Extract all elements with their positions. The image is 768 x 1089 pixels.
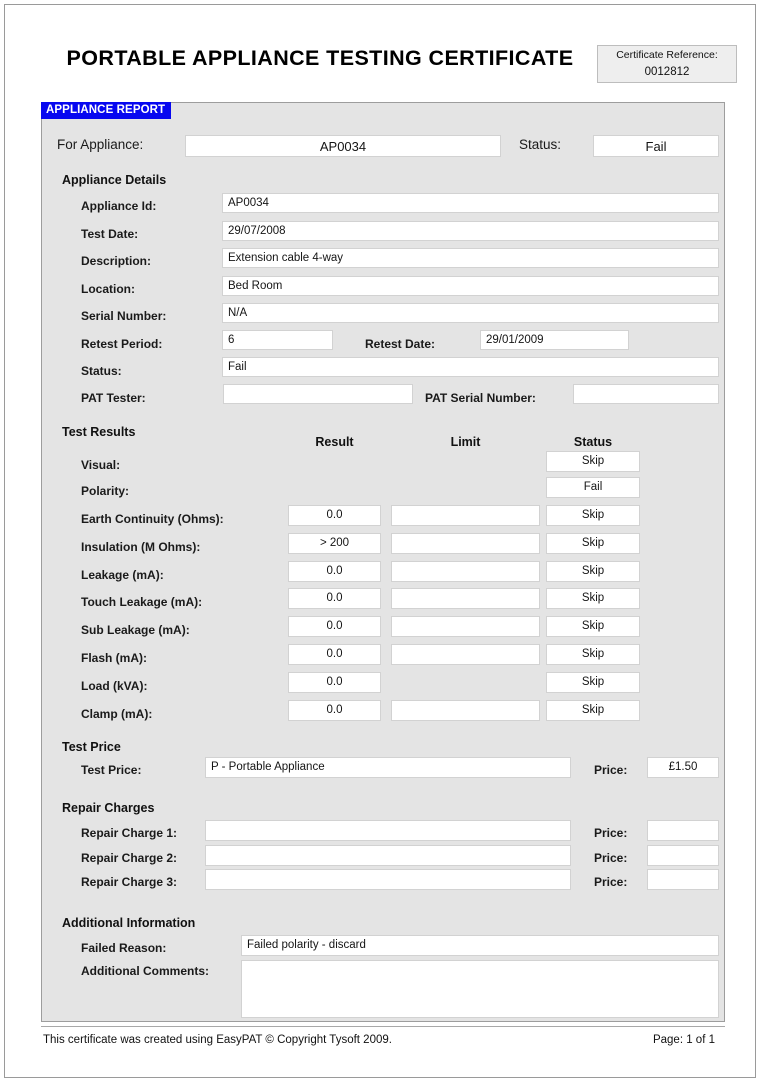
test-row-result[interactable]: 0.0 (288, 588, 381, 609)
repair-charge-value[interactable] (205, 820, 571, 841)
details-status-value[interactable]: Fail (222, 357, 719, 377)
failed-reason-label: Failed Reason: (81, 941, 167, 955)
test-row-label: Leakage (mA): (81, 568, 164, 582)
retest-period-label: Retest Period: (81, 337, 163, 351)
test-row-label: Load (kVA): (81, 679, 148, 693)
retest-date-label: Retest Date: (365, 337, 436, 351)
test-row-label: Clamp (mA): (81, 707, 153, 721)
location-value[interactable]: Bed Room (222, 276, 719, 296)
details-status-label: Status: (81, 364, 122, 378)
test-row-status[interactable]: Fail (546, 477, 640, 498)
certificate-reference-label: Certificate Reference: (616, 49, 718, 61)
test-row-label: Earth Continuity (Ohms): (81, 512, 224, 526)
test-price-amount-label: Price: (594, 763, 628, 777)
location-label: Location: (81, 282, 135, 296)
test-row-label: Touch Leakage (mA): (81, 595, 203, 609)
pat-tester-label: PAT Tester: (81, 391, 146, 405)
additional-comments-value[interactable] (241, 960, 719, 1018)
repair-charge-price-value[interactable] (647, 845, 719, 866)
test-row-status[interactable]: Skip (546, 451, 640, 472)
certificate-reference-box (597, 45, 737, 83)
test-row-result[interactable]: 0.0 (288, 505, 381, 526)
test-row-label: Sub Leakage (mA): (81, 623, 190, 637)
pat-tester-value[interactable] (223, 384, 413, 404)
repair-charge-label: Repair Charge 1: (81, 826, 178, 840)
repair-charge-label: Repair Charge 3: (81, 875, 178, 889)
test-row-result[interactable]: 0.0 (288, 644, 381, 665)
retest-date-value[interactable]: 29/01/2009 (480, 330, 629, 350)
test-date-value[interactable]: 29/07/2008 (222, 221, 719, 241)
test-row-status[interactable]: Skip (546, 561, 640, 582)
repair-charge-label: Repair Charge 2: (81, 851, 178, 865)
certificate-reference-value: 0012812 (644, 66, 690, 78)
test-row-status[interactable]: Skip (546, 533, 640, 554)
appliance-details-heading: Appliance Details (62, 173, 167, 187)
test-row-limit[interactable] (391, 616, 540, 637)
test-row-status[interactable]: Skip (546, 505, 640, 526)
pat-serial-label: PAT Serial Number: (425, 391, 536, 405)
test-row-result[interactable]: 0.0 (288, 616, 381, 637)
for-appliance-label: For Appliance: (57, 137, 144, 152)
test-price-value[interactable]: P - Portable Appliance (205, 757, 571, 778)
test-row-limit[interactable] (391, 588, 540, 609)
test-row-status[interactable]: Skip (546, 644, 640, 665)
repair-charge-price-label: Price: (594, 851, 628, 865)
column-header-result: Result (315, 435, 354, 449)
test-row-label: Polarity: (81, 484, 130, 498)
test-row-status[interactable]: Skip (546, 616, 640, 637)
repair-charge-price-label: Price: (594, 826, 628, 840)
appliance-id-label: Appliance Id: (81, 199, 157, 213)
test-price-heading: Test Price (62, 740, 121, 754)
column-header-status: Status (573, 435, 613, 449)
repair-charge-price-label: Price: (594, 875, 628, 889)
description-label: Description: (81, 254, 152, 268)
panel-badge: APPLIANCE REPORT (41, 102, 171, 119)
test-date-label: Test Date: (81, 227, 139, 241)
repair-charges-heading: Repair Charges (62, 801, 155, 815)
serial-number-value[interactable]: N/A (222, 303, 719, 323)
page-title: PORTABLE APPLIANCE TESTING CERTIFICATE (66, 46, 574, 70)
test-row-label: Flash (mA): (81, 651, 147, 665)
repair-charge-value[interactable] (205, 869, 571, 890)
test-row-limit[interactable] (391, 561, 540, 582)
repair-charge-price-value[interactable] (647, 820, 719, 841)
test-row-result[interactable]: 0.0 (288, 672, 381, 693)
test-row-status[interactable]: Skip (546, 672, 640, 693)
test-row-status[interactable]: Skip (546, 700, 640, 721)
test-price-label: Test Price: (81, 763, 142, 777)
test-row-limit[interactable] (391, 644, 540, 665)
test-row-limit[interactable] (391, 533, 540, 554)
additional-information-heading: Additional Information (62, 916, 196, 930)
footer-page-number: Page: 1 of 1 (652, 1034, 715, 1046)
footer-copyright: This certificate was created using EasyPAT © Copyright Tysoft 2009. (43, 1034, 392, 1046)
test-row-label: Insulation (M Ohms): (81, 540, 201, 554)
repair-charge-value[interactable] (205, 845, 571, 866)
failed-reason-value[interactable]: Failed polarity - discard (241, 935, 719, 956)
test-row-result[interactable]: 0.0 (288, 561, 381, 582)
repair-charge-price-value[interactable] (647, 869, 719, 890)
footer-divider (41, 1026, 725, 1027)
for-appliance-value[interactable]: AP0034 (185, 135, 501, 157)
test-row-status[interactable]: Skip (546, 588, 640, 609)
test-row-limit[interactable] (391, 505, 540, 526)
appliance-id-value[interactable]: AP0034 (222, 193, 719, 213)
test-row-label: Visual: (81, 458, 121, 472)
test-row-limit[interactable] (391, 700, 540, 721)
certificate-page (4, 4, 756, 1078)
test-results-heading: Test Results (62, 425, 136, 439)
additional-comments-label: Additional Comments: (81, 964, 209, 978)
column-header-limit: Limit (450, 435, 481, 449)
header-status-value[interactable]: Fail (593, 135, 719, 157)
test-price-amount-value[interactable]: £1.50 (647, 757, 719, 778)
description-value[interactable]: Extension cable 4-way (222, 248, 719, 268)
pat-serial-value[interactable] (573, 384, 719, 404)
test-row-result[interactable]: > 200 (288, 533, 381, 554)
serial-number-label: Serial Number: (81, 309, 167, 323)
test-row-result[interactable]: 0.0 (288, 700, 381, 721)
retest-period-value[interactable]: 6 (222, 330, 333, 350)
header-status-label: Status: (519, 137, 562, 152)
